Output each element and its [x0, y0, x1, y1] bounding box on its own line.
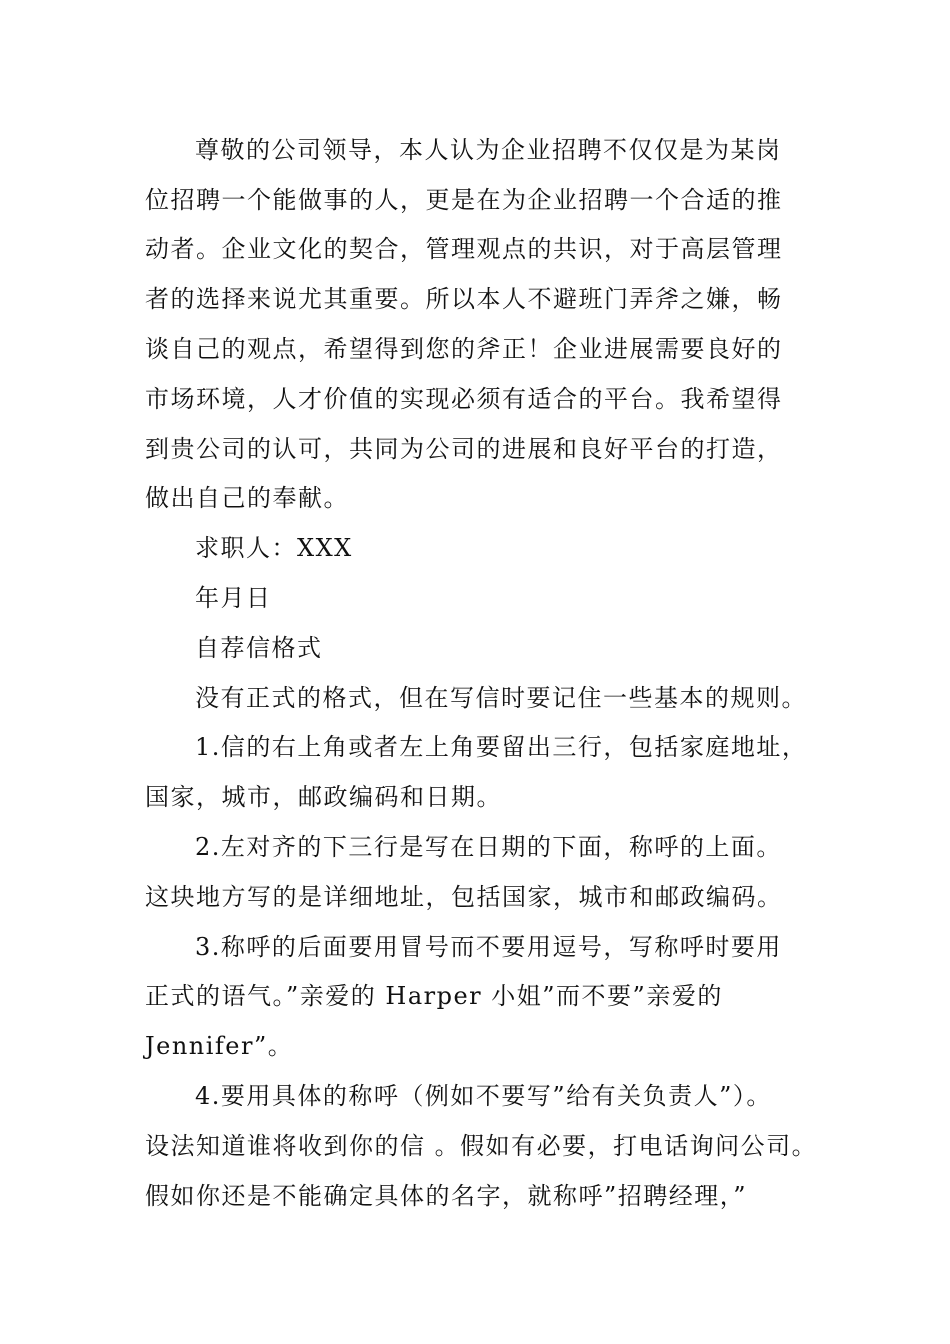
- section-heading: 自荐信格式: [195, 634, 323, 662]
- text-line: 假如你还是不能确定具体的名字，就称呼”招聘经理，”: [145, 1182, 748, 1210]
- list-item-1: 1.信的右上角或者左上角要留出三行，包括家庭地址，: [195, 733, 808, 761]
- signature-line: 求职人：XXX: [195, 534, 353, 562]
- text-line: Jennifer”。: [145, 1032, 294, 1060]
- text-line: 谈自己的观点，希望得到您的斧正！企业进展需要良好的: [145, 335, 783, 363]
- text-line: 者的选择来说尤其重要。所以本人不避班门弄斧之嫌，畅: [145, 285, 783, 313]
- text-line: 设法知道谁将收到你的信 。假如有必要，打电话询问公司。: [145, 1132, 818, 1160]
- text-line: 市场环境，人才价值的实现必须有适合的平台。我希望得: [145, 385, 783, 413]
- text-line: 国家，城市，邮政编码和日期。: [145, 783, 502, 811]
- list-item-4: 4.要用具体的称呼（例如不要写”给有关负责人”）。: [195, 1082, 772, 1110]
- text-line: 做出自己的奉献。: [145, 484, 349, 512]
- text-line: 这块地方写的是详细地址，包括国家，城市和邮政编码。: [145, 883, 783, 911]
- list-item-2: 2.左对齐的下三行是写在日期的下面，称呼的上面。: [195, 833, 782, 861]
- text-line: 没有正式的格式，但在写信时要记住一些基本的规则。: [195, 684, 807, 712]
- text-line: 尊敬的公司领导，本人认为企业招聘不仅仅是为某岗: [195, 136, 782, 164]
- list-item-3: 3.称呼的后面要用冒号而不要用逗号，写称呼时要用: [195, 933, 782, 961]
- text-line: 位招聘一个能做事的人，更是在为企业招聘一个合适的推: [145, 186, 783, 214]
- text-line: 动者。企业文化的契合，管理观点的共识，对于高层管理: [145, 235, 783, 263]
- date-line: 年月日: [195, 584, 272, 612]
- text-line: 到贵公司的认可，共同为公司的进展和良好平台的打造，: [145, 435, 783, 463]
- text-line: 正式的语气。”亲爱的 Harper 小姐”而不要”亲爱的: [145, 982, 723, 1010]
